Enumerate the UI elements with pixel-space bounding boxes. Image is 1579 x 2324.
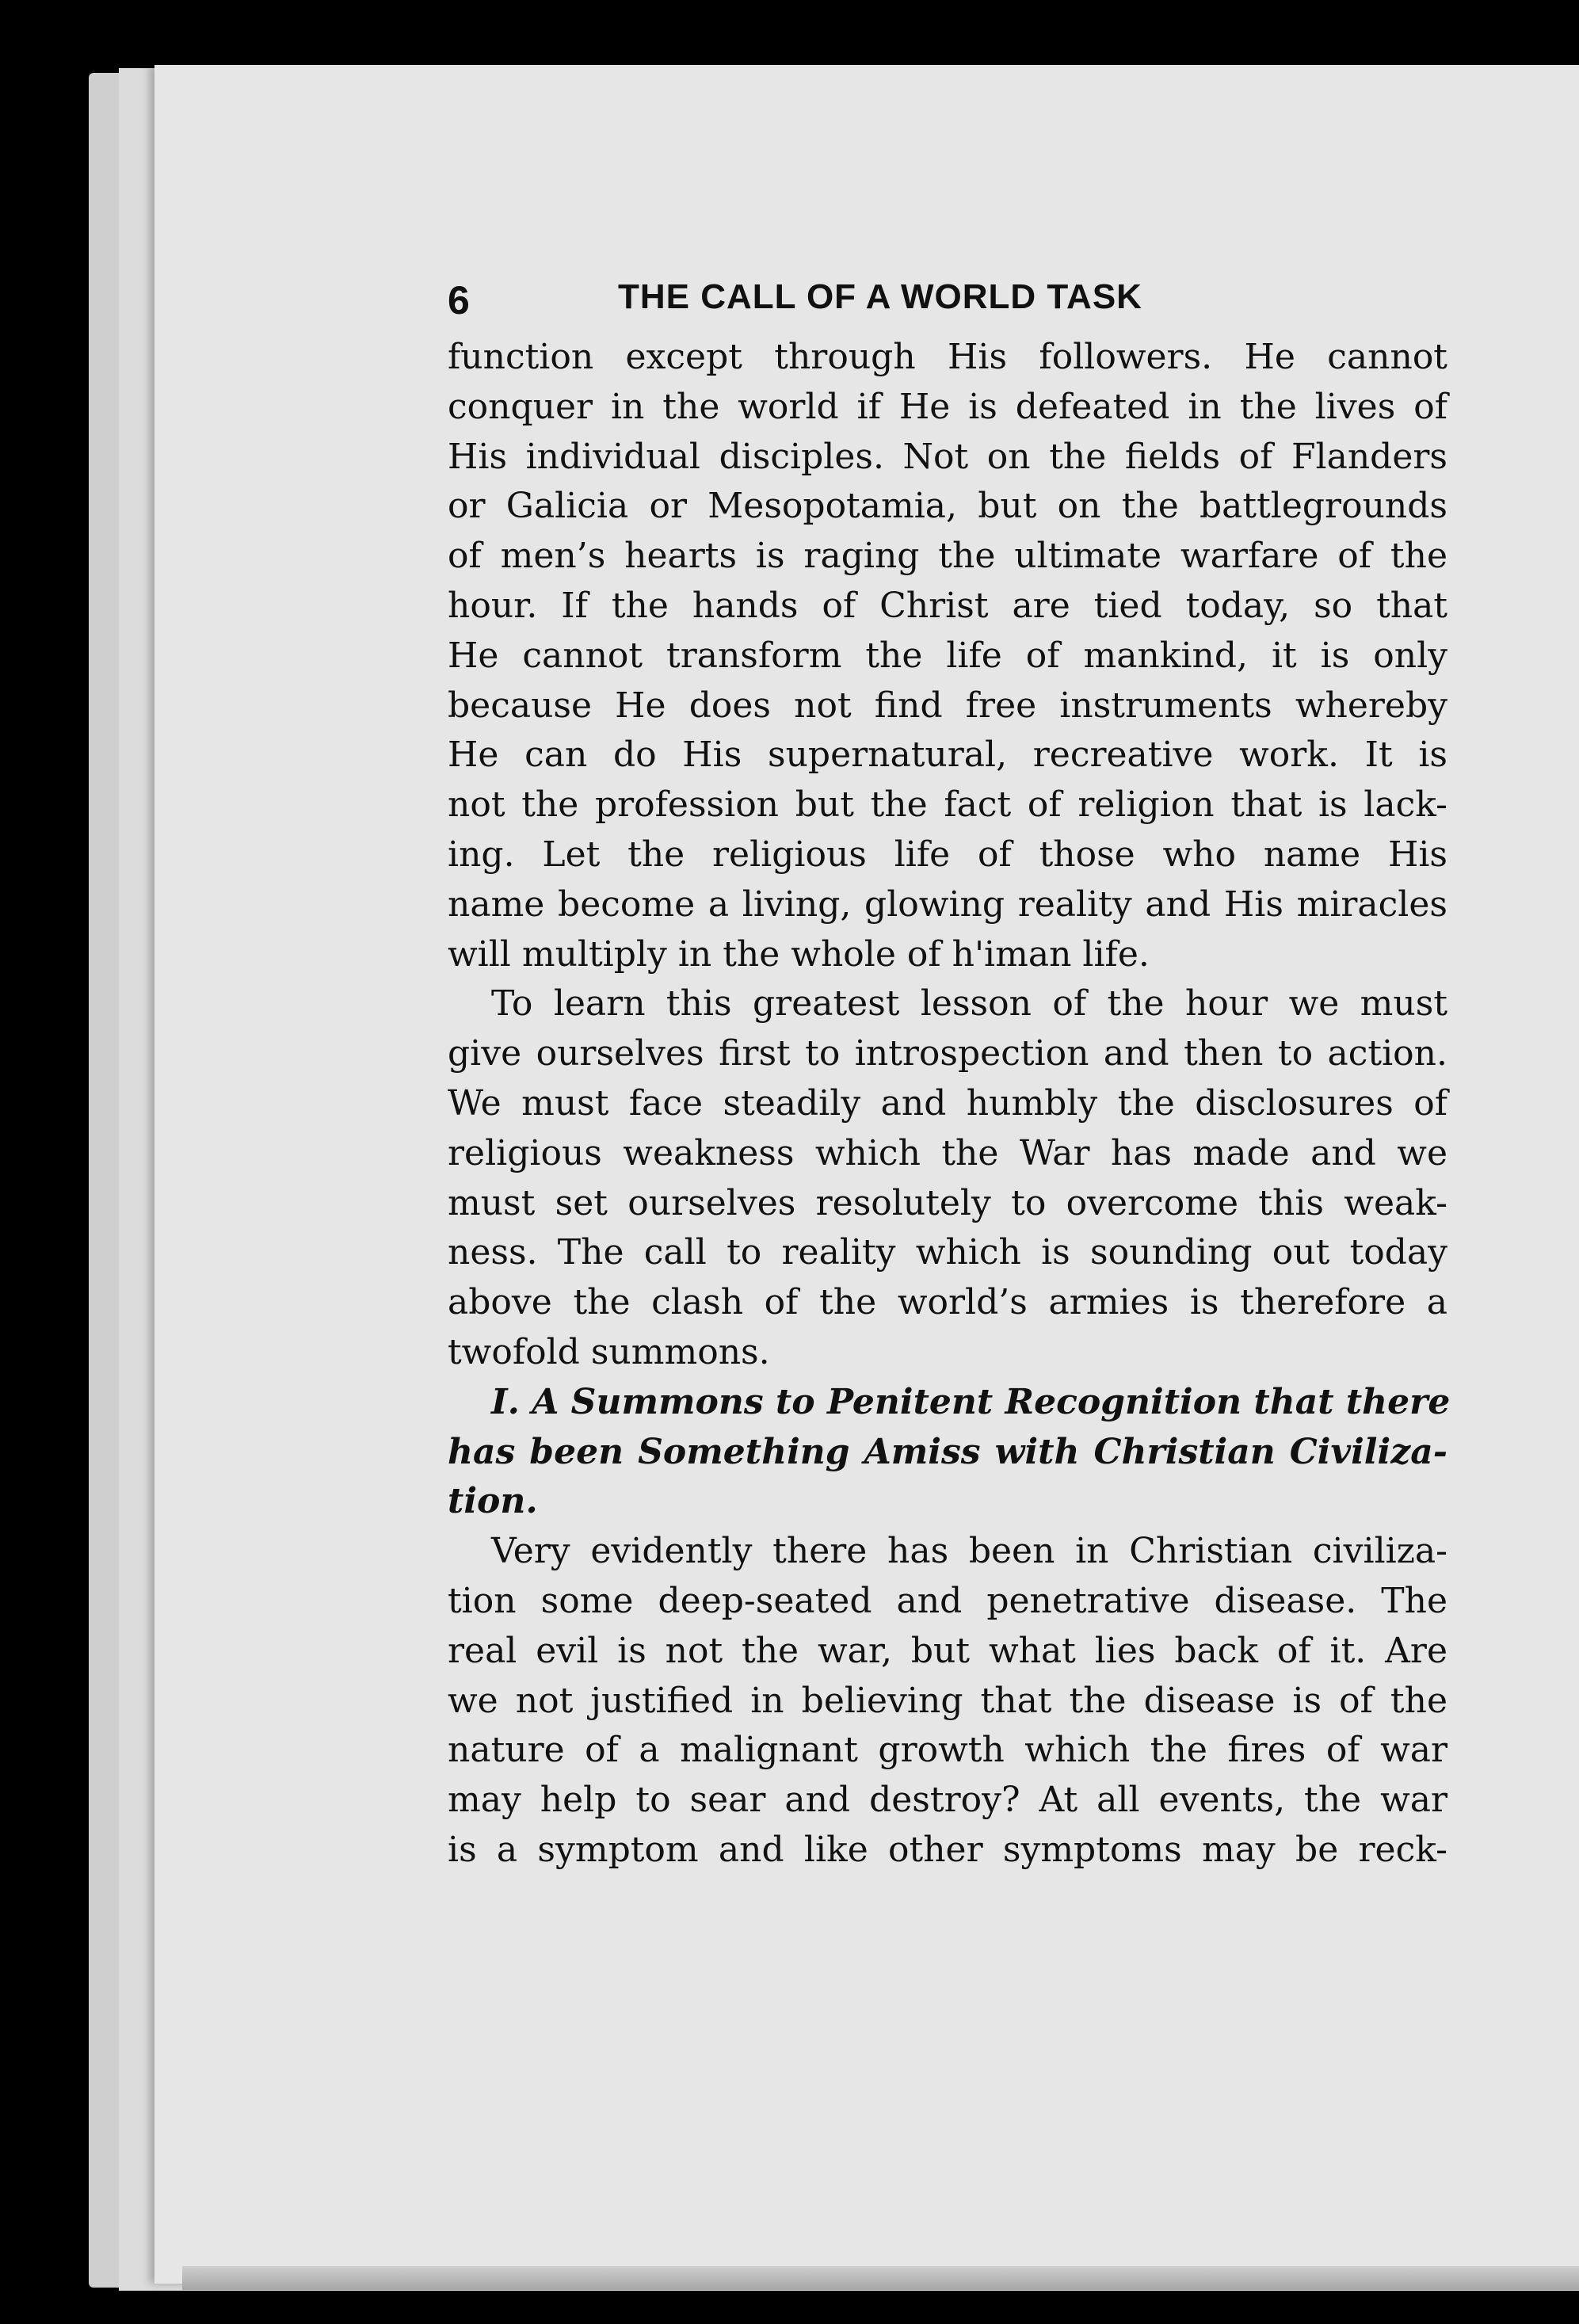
paragraph-2: [448, 979, 1447, 1377]
text-line: will multiply in the whole of h'iman life.: [448, 933, 1150, 975]
section-heading-line: tion.: [448, 1481, 538, 1522]
text-line: twofold summons.: [448, 1331, 770, 1372]
text-line: To learn this greatest lesson of the hour we must: [491, 983, 1447, 1025]
text-line: name become a living, glowing reality and His miracles: [448, 883, 1447, 925]
page-bottom-edge: [182, 2266, 1579, 2290]
text-line: function except through His followers. He cannot: [448, 337, 1447, 377]
text-line: Very evidently there has been in Christian civiliza-: [491, 1531, 1447, 1572]
text-line: must set ourselves resolutely to overcome this weak-: [448, 1182, 1447, 1223]
section-heading: [448, 1378, 1451, 1527]
text-line: hour. If the hands of Christ are tied today, so that: [448, 585, 1447, 626]
page-text-block: [448, 261, 1451, 1876]
text-line: may help to sear and destroy? At all events, the war: [448, 1780, 1447, 1821]
text-line: ness. The call to reality which is sounding out today: [448, 1232, 1447, 1273]
text-line: is a symptom and like other symptoms may be reck-: [448, 1829, 1447, 1870]
text-line: His individual disciples. Not on the fields of Flanders: [448, 436, 1447, 477]
text-line: We must face steadily and humbly the disclosures of: [448, 1082, 1447, 1124]
section-heading-line: has been Something Amiss with Christian Civiliza-: [448, 1431, 1447, 1472]
text-line: tion some deep-seated and penetrative disease. The: [448, 1580, 1447, 1621]
running-head: [448, 261, 1447, 333]
text-line: ing. Let the religious life of those who name His: [448, 834, 1447, 875]
text-line: of men’s hearts is raging the ultimate warfare of the: [448, 536, 1447, 577]
text-line: nature of a malignant growth which the fires of war: [448, 1730, 1447, 1771]
running-title: THE CALL OF A WORLD TASK: [618, 277, 1142, 316]
text-line: He can do His supernatural, recreative work. It is: [448, 735, 1447, 776]
section-heading-line: I. A Summons to Penitent Recognition that there: [491, 1381, 1451, 1422]
text-line: real evil is not the war, but what lies back of it. Are: [448, 1630, 1447, 1671]
text-line: above the clash of the world’s armies is therefore a: [448, 1282, 1447, 1323]
paragraph-3: [448, 1527, 1447, 1876]
text-line: or Galicia or Mesopotamia, but on the battlegrounds: [448, 486, 1447, 527]
text-line: give ourselves first to introspection and then to action.: [448, 1033, 1447, 1074]
paragraph-1: [448, 333, 1447, 979]
text-line: not the profession but the fact of religion that is lack-: [448, 784, 1447, 826]
text-line: conquer in the world if He is defeated in the lives of: [448, 386, 1447, 427]
page-number: 6: [448, 278, 471, 322]
text-line: He cannot transform the life of mankind, it is only: [448, 635, 1447, 676]
text-line: religious weakness which the War has made and we: [448, 1132, 1447, 1173]
text-line: we not justified in believing that the disease is of the: [448, 1680, 1447, 1721]
text-line: because He does not find free instruments whereby: [448, 685, 1447, 726]
